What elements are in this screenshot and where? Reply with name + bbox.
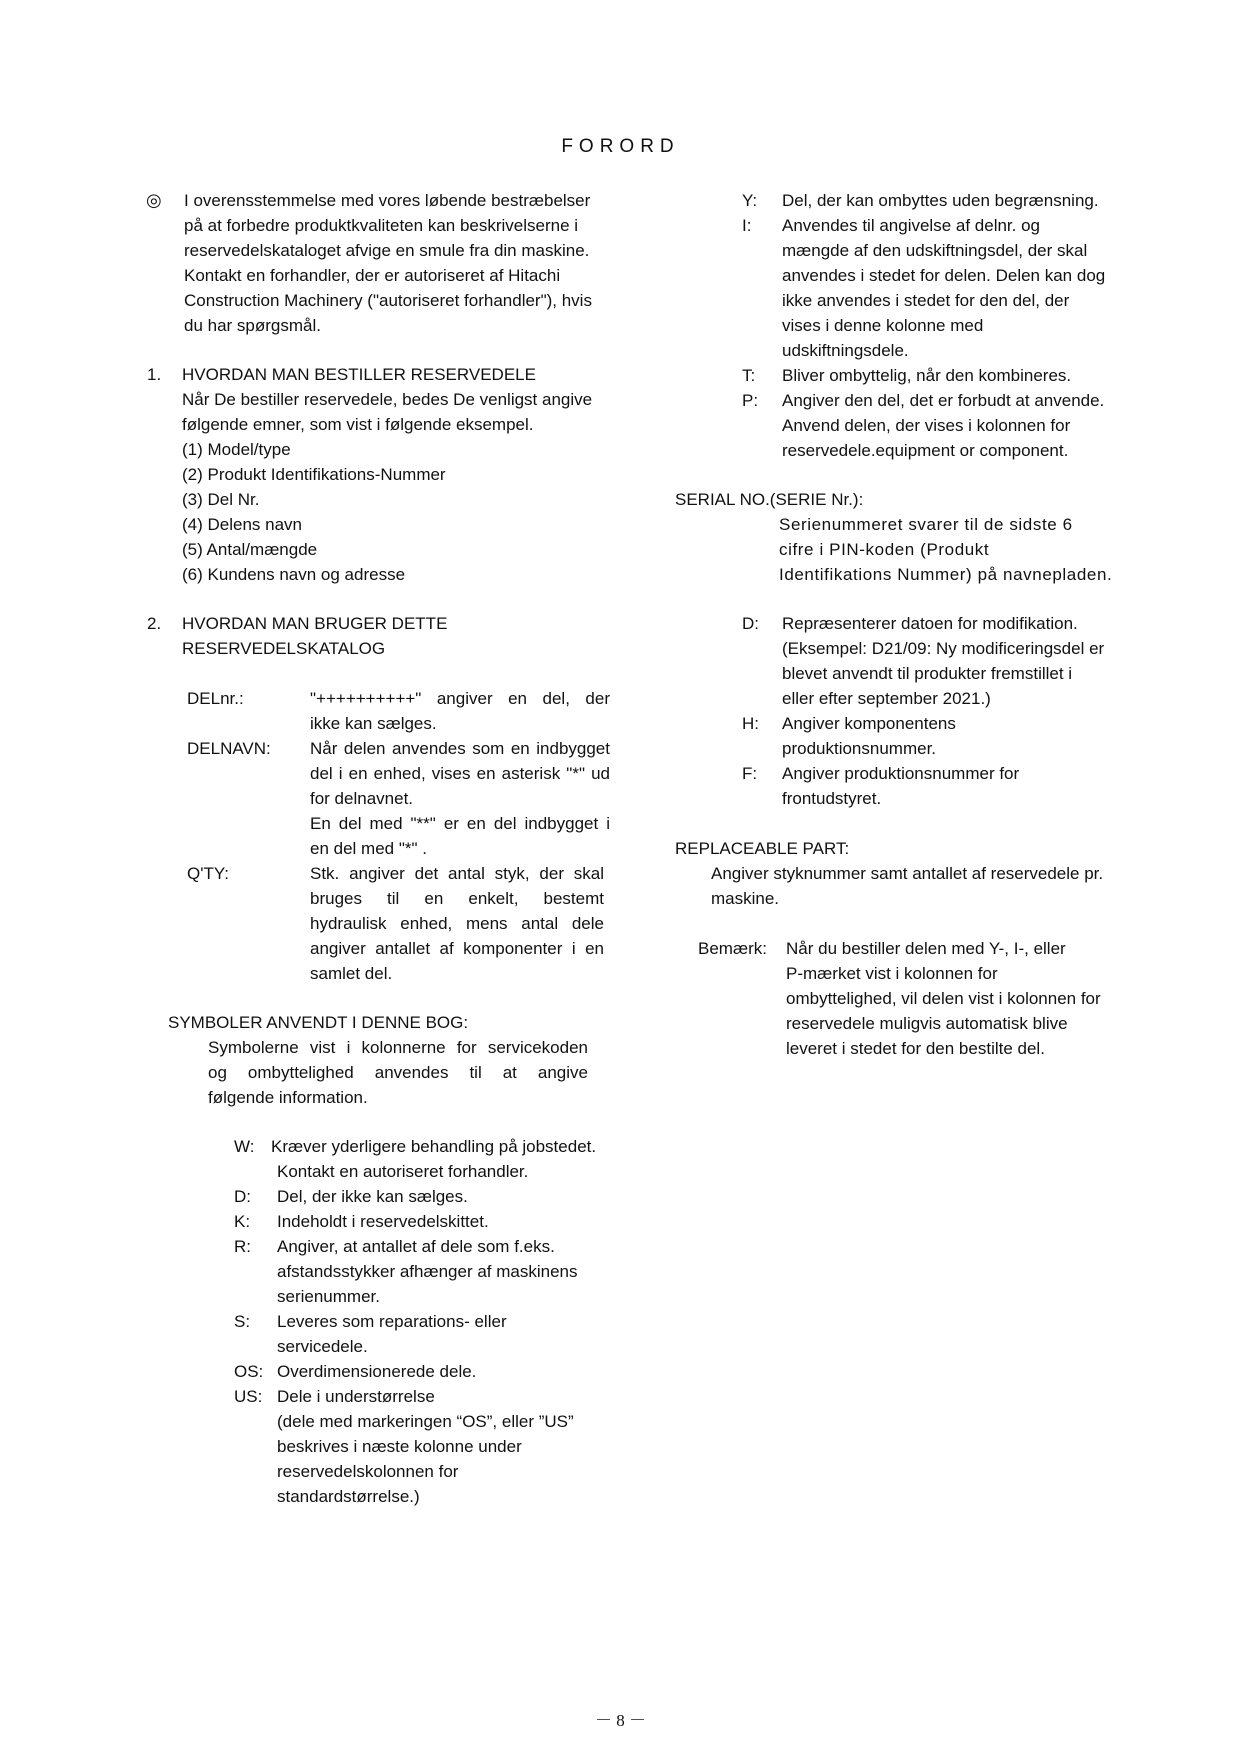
symbols-intro [208,1035,588,1110]
def-line: Stk. angiver det antal styk, der skal [310,864,604,883]
code-d-serial: D: [742,614,759,633]
code-line: Anvendes til angivelse af delnr. og [782,216,1041,235]
note-label: Bemærk: [698,939,767,958]
intro-line: Kontakt en forhandler, der er autoriseret af Hitachi [184,266,561,285]
order-item: (3) Del Nr. [182,490,260,509]
code-line: Angiver produktionsnummer for [782,764,1020,783]
code-line: servicedele. [277,1337,368,1356]
def-line: "++++++++++" angiver en del, der [310,689,610,708]
def-line: hydraulisk enhed, mens antal dele [310,914,604,933]
code-line: Del, der ikke kan sælges. [277,1187,468,1206]
def-line: samlet del. [310,964,393,983]
note-line: leveret i stedet for den bestilte del. [786,1039,1045,1058]
code-line: reservedelskolonnen for [277,1462,459,1481]
section1-heading: HVORDAN MAN BESTILLER RESERVEDELE [182,365,536,384]
def-line: Når delen anvendes som en indbygget [310,739,610,758]
code-h: H: [742,714,759,733]
symbols-line: Symbolerne vist i kolonnerne for servicekoden [208,1038,588,1057]
code-w: W: [234,1137,255,1156]
replaceable-line: Angiver styknummer samt antallet af reservedele pr. [711,864,1104,883]
order-item: (6) Kundens navn og adresse [182,565,406,584]
section2-heading-line: HVORDAN MAN BRUGER DETTE [182,614,448,633]
note-line: Når du bestiller delen med Y-, I-, eller [786,939,1066,958]
serial-line: cifre i PIN-koden (Produkt [779,540,990,559]
code-line: afstandsstykker afhænger af maskinens [277,1262,578,1281]
code-line: blevet anvendt til produkter fremstillet i [782,664,1073,683]
code-line: Angiver, at antallet af dele som f.eks. [277,1237,555,1256]
code-us: US: [234,1387,263,1406]
replaceable-heading: REPLACEABLE PART: [675,839,850,858]
intro-line: I overensstemmelse med vores løbende bestræbelser [184,191,591,210]
code-line: serienummer. [277,1287,380,1306]
code-line: Bliver ombyttelig, når den kombineres. [782,366,1072,385]
section2-number: 2. [147,614,162,633]
page-title: FORORD [561,136,680,157]
order-item: (1) Model/type [182,440,291,459]
code-t: T: [742,366,756,385]
code-i-desc [782,213,1152,363]
code-line: Repræsenterer datoen for modifikation. [782,614,1078,633]
symbols-line: følgende information. [208,1088,368,1107]
code-line: frontudstyret. [782,789,882,808]
intro-line: du har spørgsmål. [184,316,321,335]
code-line: mængde af den udskiftningsdel, der skal [782,241,1088,260]
code-line: Angiver den del, det er forbudt at anvende. [782,391,1105,410]
section2-heading [182,611,622,661]
code-k: K: [234,1212,251,1231]
def-term-qty: Q'TY: [187,864,229,883]
code-line: Leveres som reparations- eller [277,1312,507,1331]
section1-number: 1. [147,365,162,384]
code-d: D: [234,1187,251,1206]
code-i: I: [742,216,752,235]
serial-desc [779,512,1159,587]
def-line: en del med "*" . [310,839,427,858]
section1-line: Når De bestiller reservedele, bedes De venligst angive [182,390,593,409]
symbols-heading: SYMBOLER ANVENDT I DENNE BOG: [168,1013,469,1032]
def-line: angiver antallet af komponenter i en [310,939,604,958]
order-item: (4) Delens navn [182,515,303,534]
def-term-delnr: DELnr.: [187,689,244,708]
def-body-delnavn [310,736,610,861]
code-f: F: [742,764,758,783]
code-line: Indeholdt i reservedelskittet. [277,1212,489,1231]
def-line: bruges til en enkelt, bestemt [310,889,604,908]
code-line: Anvend delen, der vises i kolonnen for [782,416,1071,435]
note-desc [786,936,1156,1061]
note-line: reservedele muligvis automatisk blive [786,1014,1068,1033]
code-h-desc [782,711,1152,761]
symbols-line: og ombyttelighed anvendes til at angive [208,1063,588,1082]
serial-line: Serienummeret svarer til de sidste 6 [779,515,1073,534]
def-line: for delnavnet. [310,789,414,808]
replaceable-desc [711,861,1151,911]
code-line: Overdimensionerede dele. [277,1362,477,1381]
code-line: standardstørrelse.) [277,1487,420,1506]
code-line: udskiftningsdele. [782,341,909,360]
double-circle-bullet-icon: ◎ [146,190,162,210]
code-line: beskrives i næste kolonne under [277,1437,522,1456]
def-line: del i en enhed, vises en asterisk "*" ud [310,764,610,783]
code-line: Kontakt en autoriseret forhandler. [277,1162,529,1181]
code-os: OS: [234,1362,264,1381]
replaceable-line: maskine. [711,889,780,908]
code-r-desc [277,1234,617,1309]
code-s: S: [234,1312,251,1331]
def-line: ikke kan sælges. [310,714,437,733]
intro-line: reservedelskataloget afvige en smule fra din maskine. [184,241,590,260]
code-line: ikke anvendes i stedet for den del, der [782,291,1070,310]
order-item: (2) Produkt Identifikations-Nummer [182,465,446,484]
section1-line: følgende emner, som vist i følgende eksempel. [182,415,534,434]
code-line: (dele med markeringen “OS”, eller ”US” [277,1412,574,1431]
code-line: Del, der kan ombyttes uden begrænsning. [782,191,1099,210]
code-r: R: [234,1237,251,1256]
intro-paragraph [184,188,614,338]
code-us-desc [277,1384,617,1509]
intro-line: Construction Machinery ("autoriseret forhandler"), hvis [184,291,592,310]
code-line: Angiver komponentens [782,714,956,733]
note-line: ombyttelighed, vil delen vist i kolonnen for [786,989,1101,1008]
code-line: vises i denne kolonne med [782,316,984,335]
code-line: produktionsnummer. [782,739,937,758]
code-d-serial-desc [782,611,1152,711]
code-line: Kræver yderligere behandling på jobstedet. [271,1137,597,1156]
intro-line: på at forbedre produktkvaliteten kan beskrivelserne i [184,216,579,235]
note-line: P-mærket vist i kolonnen for [786,964,998,983]
serial-heading: SERIAL NO.(SERIE Nr.): [675,490,864,509]
def-line: En del med "**" er en del indbygget i [310,814,610,833]
code-p: P: [742,391,759,410]
def-body-qty [310,861,604,986]
code-s-desc [277,1309,617,1359]
code-line: eller efter september 2021.) [782,689,991,708]
def-term-delnavn: DELNAVN: [187,739,271,758]
code-line: (Eksempel: D21/09: Ny modificeringsdel er [782,639,1105,658]
page-number: － 8 － [595,1711,646,1730]
section1 [182,362,622,587]
code-y: Y: [742,191,758,210]
section2-heading-line: RESERVEDELSKATALOG [182,639,386,658]
code-f-desc [782,761,1152,811]
code-line: reservedele.equipment or component. [782,441,1069,460]
code-line: anvendes i stedet for delen. Delen kan dog [782,266,1106,285]
serial-line: Identifikations Nummer) på navnepladen. [779,565,1113,584]
order-item: (5) Antal/mængde [182,540,318,559]
def-body-delnr [310,686,610,736]
code-w-desc [271,1134,631,1184]
code-p-desc [782,388,1152,463]
code-line: Dele i understørrelse [277,1387,435,1406]
